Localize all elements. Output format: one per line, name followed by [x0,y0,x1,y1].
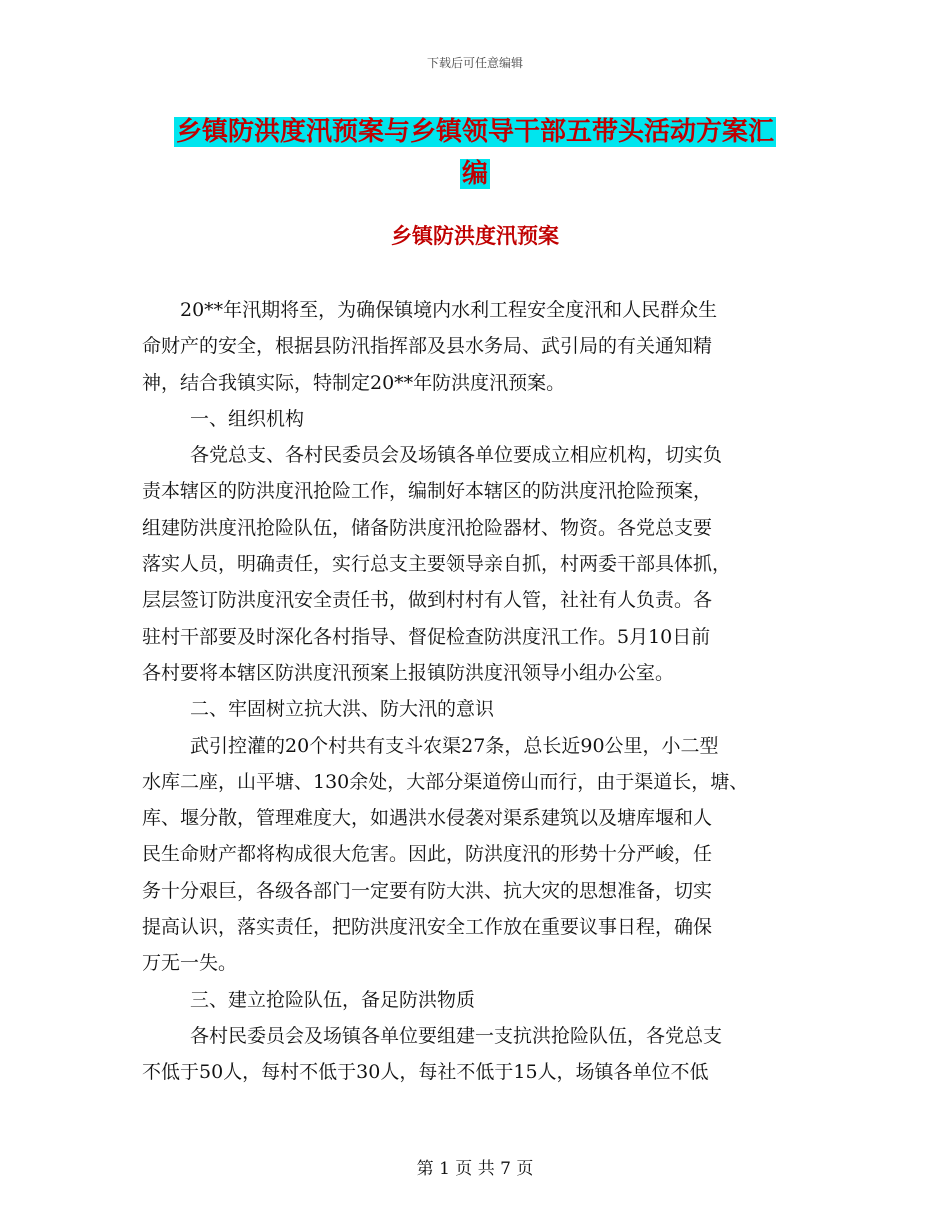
body-text [142,292,822,1091]
heading-awareness: 二、牢固树立抗大洪、防大汛的意识 [190,698,495,721]
body-line: 组建防洪度汛抢险队伍，储备防洪度汛抢险器材、物资。各党总支要 [142,516,713,539]
body-line: 务十分艰巨，各级各部门一定要有防大洪、抗大灾的思想准备，切实 [142,879,713,902]
body-line: 不低于50人，每村不低于30人，每社不低于15人，场镇各单位不低 [142,1061,709,1084]
document-title-line-2 [0,152,950,196]
body-line: 命财产的安全，根据县防汛指挥部及县水务局、武引局的有关通知精 [142,335,713,358]
body-line: 20**年汛期将至，为确保镇境内水利工程安全度汛和人民群众生 [180,299,718,321]
body-line: 层层签订防洪度汛安全责任书，做到村村有人管，社社有人负责。各 [142,589,713,612]
body-line: 武引控灌的20个村共有支斗农渠27条，总长近90公里，小二型 [190,734,719,757]
body-line: 提高认识，落实责任，把防洪度汛安全工作放在重要议事日程，确保 [142,916,713,939]
body-line: 各村要将本辖区防洪度汛预案上报镇防洪度汛领导小组办公室。 [142,661,675,684]
body-line: 库、堰分散，管理难度大，如遇洪水侵袭对渠系建筑以及塘库堰和人 [142,807,713,830]
section-title: 乡镇防洪度汛预案 [391,223,559,248]
document-title-line-1 [0,110,950,154]
body-line: 落实人员，明确责任，实行总支主要领导亲自抓，村两委干部具体抓， [142,553,732,576]
page-footer: 第 1 页 共 7 页 [416,1159,534,1179]
body-line: 责本辖区的防洪度汛抢险工作，编制好本辖区的防洪度汛抢险预案， [142,480,713,503]
body-line: 各党总支、各村民委员会及场镇各单位要成立相应机构，切实负 [190,444,723,467]
body-line: 驻村干部要及时深化各村指导、督促检查防洪度汛工作。5月10日前 [142,625,711,648]
heading-rescue-team: 三、建立抢险队伍，备足防洪物质 [190,988,476,1011]
body-line: 神，结合我镇实际，特制定20**年防洪度汛预案。 [142,371,566,394]
body-line: 各村民委员会及场镇各单位要组建一支抗洪抢险队伍，各党总支 [190,1024,723,1047]
body-line: 万无一失。 [142,952,238,975]
title-highlight: 编 [461,159,488,189]
heading-organization: 一、组织机构 [190,407,305,430]
title-highlight: 乡镇防洪度汛预案与乡镇领导干部五带头活动方案汇 [175,117,774,147]
body-line: 水库二座，山平塘、130余处，大部分渠道傍山而行，由于渠道长，塘、 [142,770,749,793]
body-line: 民生命财产都将构成很大危害。因此，防洪度汛的形势十分严峻，任 [142,843,713,866]
header-note: 下载后可任意编辑 [426,56,523,70]
